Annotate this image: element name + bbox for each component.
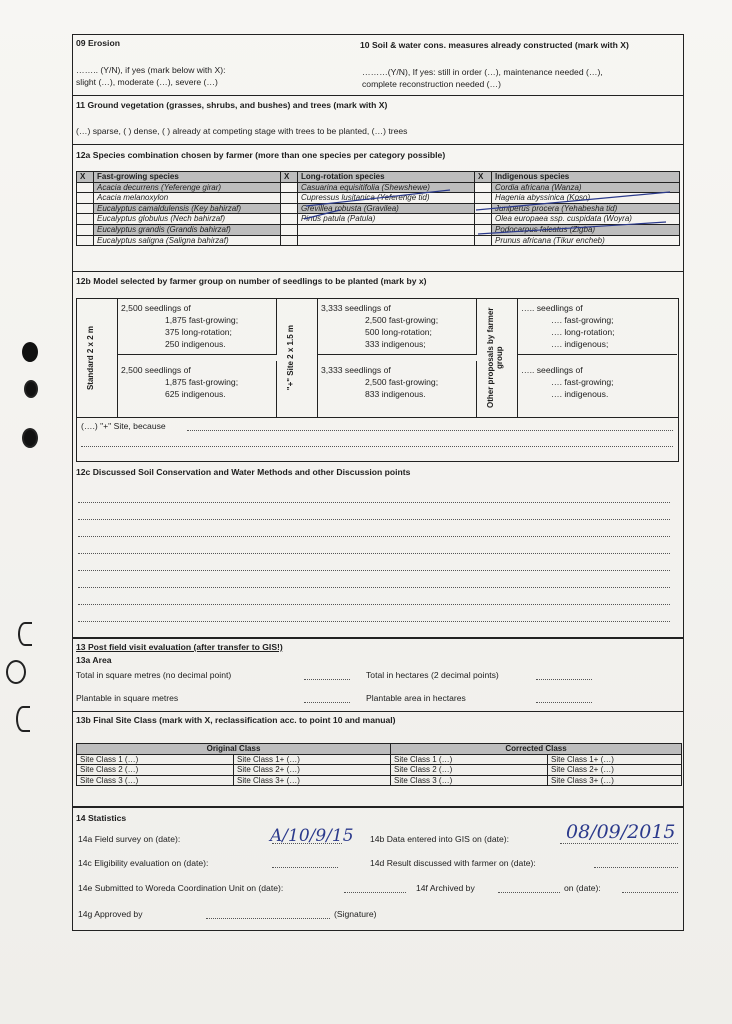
species-fast: Eucalyptus grandis (Grandis bahirzaf) — [94, 224, 281, 235]
result-discussed-date-field[interactable] — [594, 867, 678, 868]
section-14-title: 14 Statistics — [76, 813, 127, 823]
archived-date-field[interactable] — [622, 892, 678, 893]
divider — [72, 95, 684, 96]
model-standard-2[interactable]: 2,500 seedlings of 1,875 fast-growing; 625 indigenous. — [117, 361, 277, 417]
discussion-line[interactable] — [78, 519, 670, 520]
eligibility-date-field[interactable] — [272, 867, 338, 868]
site-class-option[interactable]: Site Class 3+ (…) — [234, 775, 391, 786]
discussion-line[interactable] — [78, 570, 670, 571]
species-indig: Juniperus procera (Yehabesha tid) — [492, 203, 680, 214]
result-discussed-label: 14d Result discussed with farmer on (date): — [370, 858, 536, 868]
binder-hole — [22, 342, 38, 362]
field-survey-label: 14a Field survey on (date): — [78, 834, 181, 844]
erosion-severity-field[interactable]: slight (…), moderate (…), severe (…) — [76, 77, 218, 87]
approved-signature-field[interactable] — [206, 918, 330, 919]
plus-site-label: "+" Site 2 x 1.5 m — [286, 325, 295, 391]
species-fast: Acacia melanoxylon — [94, 193, 281, 204]
site-class-option[interactable]: Site Class 2 (…) — [77, 765, 234, 776]
divider — [72, 637, 684, 639]
swc-reconstruction-field[interactable]: complete reconstruction needed (…) — [362, 79, 502, 89]
site-class-option[interactable]: Site Class 2+ (…) — [548, 765, 682, 776]
species-checkbox[interactable] — [77, 203, 94, 214]
section-13b-title: 13b Final Site Class (mark with X, reclassification acc. to point 10 and manual) — [76, 715, 396, 725]
original-class-header: Original Class — [77, 744, 391, 755]
model-box — [76, 298, 679, 462]
divider — [72, 144, 684, 145]
discussion-line[interactable] — [78, 604, 670, 605]
eligibility-label: 14c Eligibility evaluation on (date): — [78, 858, 209, 868]
species-checkbox[interactable] — [77, 214, 94, 225]
species-fast: Eucalyptus saligna (Saligna bahirzaf) — [94, 235, 281, 246]
site-class-option[interactable]: Site Class 2 (…) — [391, 765, 548, 776]
archived-label: 14f Archived by — [416, 883, 475, 893]
archived-date-label: on (date): — [564, 883, 601, 893]
divider — [72, 271, 684, 272]
site-class-option[interactable]: Site Class 3 (…) — [77, 775, 234, 786]
species-fast: Acacia decurrens (Yeferenge girar) — [94, 182, 281, 193]
species-indig: Podocarpus falcatus (Zigba) — [492, 224, 680, 235]
divider — [72, 806, 684, 808]
total-sqm-field[interactable] — [304, 679, 350, 680]
discussion-line[interactable] — [78, 553, 670, 554]
field-survey-date-handwritten: A/10/9/15 — [270, 826, 354, 846]
form-frame — [72, 34, 684, 931]
gis-entry-date-field[interactable] — [560, 843, 678, 844]
total-ha-field[interactable] — [536, 679, 592, 680]
species-long: Casuarina equisitifolia (Shewshewe) — [298, 182, 475, 193]
binder-hole — [6, 660, 26, 684]
plus-site-reason-field[interactable] — [81, 446, 673, 447]
species-long: Grevillea robusta (Gravilea) — [298, 203, 475, 214]
total-sqm-label: Total in square metres (no decimal point) — [76, 670, 232, 680]
approved-label: 14g Approved by — [78, 909, 143, 919]
site-class-option[interactable]: Site Class 3+ (…) — [548, 775, 682, 786]
species-indig: Hagenia abyssinica (Koso) — [492, 193, 680, 204]
site-class-option[interactable]: Site Class 3 (…) — [391, 775, 548, 786]
x-col-header: X — [77, 172, 94, 183]
submitted-label: 14e Submitted to Woreda Coordination Unit on (date): — [78, 883, 284, 893]
x-col-header: X — [281, 172, 298, 183]
discussion-line[interactable] — [78, 536, 670, 537]
section-10-title: 10 Soil & water cons. measures already constructed (mark with X) — [360, 40, 629, 50]
x-col-header: X — [475, 172, 492, 183]
section-12a-title: 12a Species combination chosen by farmer (more than one species per category possible) — [76, 150, 446, 160]
other-proposals-label: Other proposals by farmer group — [486, 307, 504, 409]
standard-label: Standard 2 x 2 m — [86, 325, 95, 391]
handwritten-marks — [290, 184, 680, 254]
binder-hole — [18, 622, 32, 646]
species-long: Pinus patula (Patula) — [298, 214, 475, 225]
plantable-ha-label: Plantable area in hectares — [366, 693, 466, 703]
site-class-option[interactable]: Site Class 1 (…) — [77, 754, 234, 765]
erosion-yn-field[interactable]: …….. (Y/N), if yes (mark below with X): — [76, 65, 226, 75]
corrected-class-header: Corrected Class — [391, 744, 682, 755]
discussion-line[interactable] — [78, 621, 670, 622]
plantable-ha-field[interactable] — [536, 702, 592, 703]
plus-site-reason-field[interactable] — [187, 430, 673, 431]
section-13-title: 13 Post field visit evaluation (after transfer to GIS!) — [76, 642, 283, 652]
site-class-option[interactable]: Site Class 1+ (…) — [234, 754, 391, 765]
gis-entry-date-handwritten: 08/09/2015 — [566, 821, 676, 843]
long-rotation-header: Long-rotation species — [298, 172, 475, 183]
submitted-date-field[interactable] — [344, 892, 406, 893]
binder-hole — [24, 380, 38, 398]
species-checkbox[interactable] — [77, 224, 94, 235]
signature-label: (Signature) — [334, 909, 377, 919]
plantable-sqm-label: Plantable in square metres — [76, 693, 179, 703]
site-class-option[interactable]: Site Class 1 (…) — [391, 754, 548, 765]
archived-by-field[interactable] — [498, 892, 560, 893]
binder-hole — [22, 428, 38, 448]
binder-hole — [16, 706, 30, 732]
species-fast: Eucalyptus camaldulensis (Key bahirzaf) — [94, 203, 281, 214]
species-indig: Prunus africana (Tikur encheb) — [492, 235, 680, 246]
model-standard-1[interactable]: 2,500 seedlings of 1,875 fast-growing; 375 long-rotation; 250 indigenous. — [117, 299, 277, 355]
section-11-title: 11 Ground vegetation (grasses, shrubs, and bushes) and trees (mark with X) — [76, 100, 388, 110]
discussion-line[interactable] — [78, 587, 670, 588]
species-checkbox[interactable] — [77, 193, 94, 204]
fast-growing-header: Fast-growing species — [94, 172, 281, 183]
model-other-1[interactable]: ….. seedlings of …. fast-growing; …. long-rotation; …. indigenous; — [517, 299, 677, 355]
total-ha-label: Total in hectares (2 decimal points) — [366, 670, 499, 680]
plus-site-reason-label: (….) "+" Site, because — [81, 421, 166, 431]
model-other-2[interactable]: ….. seedlings of …. fast-growing; …. indigenous. — [521, 365, 614, 399]
species-long: Cupressus lusitanica (Yeferenge tid) — [298, 193, 475, 204]
section-09-title: 09 Erosion — [76, 38, 120, 48]
site-class-option[interactable]: Site Class 2+ (…) — [234, 765, 391, 776]
gis-entry-label: 14b Data entered into GIS on (date): — [370, 834, 510, 844]
indigenous-header: Indigenous species — [492, 172, 680, 183]
species-indig: Cordia africana (Wanza) — [492, 182, 680, 193]
plantable-sqm-field[interactable] — [304, 702, 350, 703]
vegetation-field[interactable]: (…) sparse, ( ) dense, ( ) already at competing stage with trees to be planted, (…) trees — [76, 126, 408, 136]
species-indig: Olea europaea ssp. cuspidata (Woyra) — [492, 214, 680, 225]
site-class-table — [76, 743, 682, 786]
section-12c-title: 12c Discussed Soil Conservation and Water Methods and other Discussion points — [76, 467, 411, 477]
model-plus-1[interactable]: 3,333 seedlings of 2,500 fast-growing; 500 long-rotation; 333 indigenous; — [317, 299, 477, 355]
section-12b-title: 12b Model selected by farmer group on number of seedlings to be planted (mark by x) — [76, 276, 427, 286]
model-plus-2[interactable]: 3,333 seedlings of 2,500 fast-growing; 833 indigenous. — [317, 361, 477, 417]
species-checkbox[interactable] — [77, 182, 94, 193]
species-fast: Eucalyptus globulus (Nech bahirzaf) — [94, 214, 281, 225]
divider — [72, 711, 684, 712]
species-checkbox[interactable] — [77, 235, 94, 246]
discussion-line[interactable] — [78, 502, 670, 503]
site-class-option[interactable]: Site Class 1+ (…) — [548, 754, 682, 765]
swc-yn-field[interactable]: ………(Y/N), If yes: still in order (…), maintenance needed (…), — [362, 67, 603, 77]
section-13a-title: 13a Area — [76, 655, 112, 665]
